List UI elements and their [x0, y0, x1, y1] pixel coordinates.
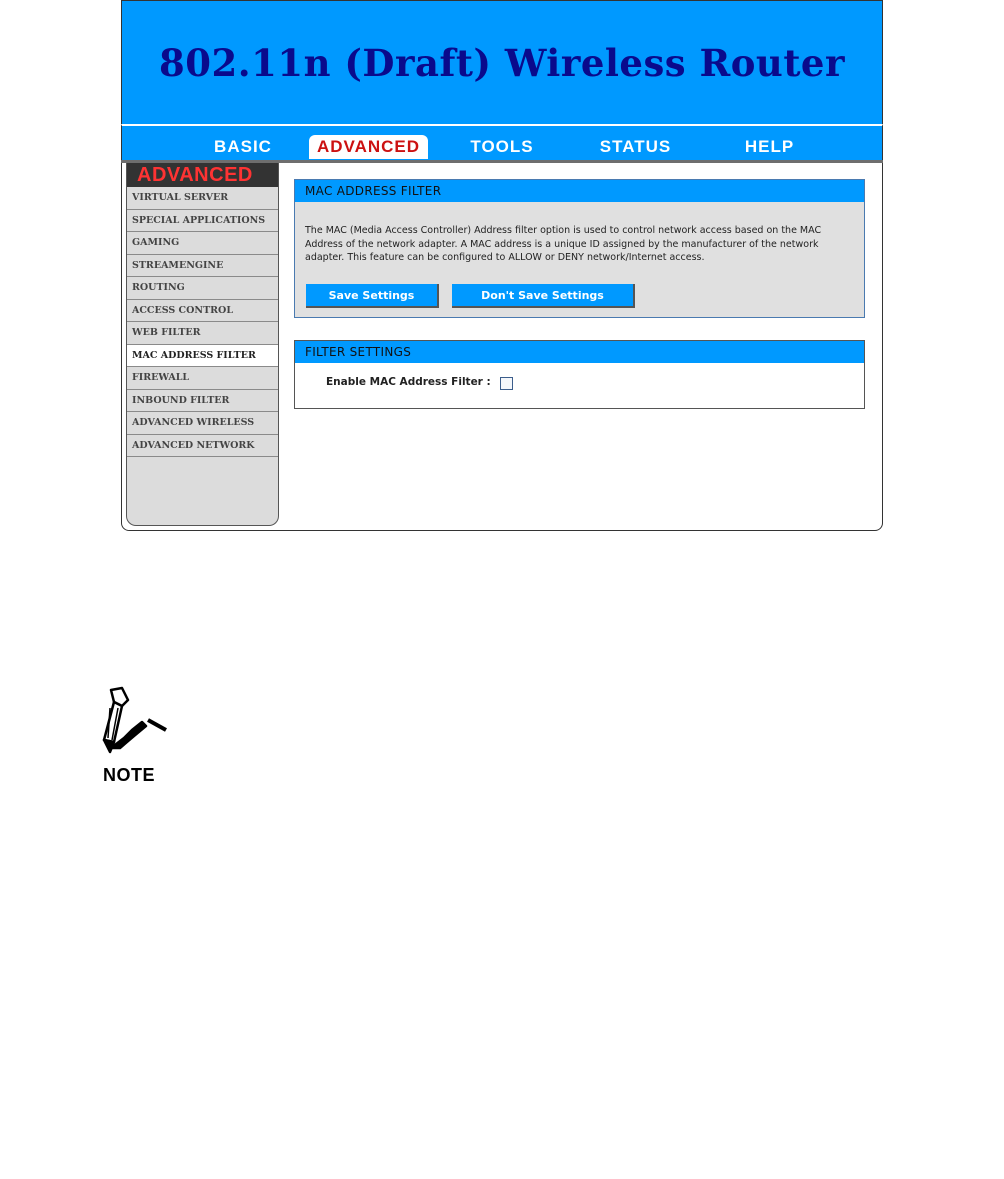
dont-save-settings-button[interactable]: Don't Save Settings — [452, 284, 635, 308]
sidebar-item-special-applications[interactable]: SPECIAL APPLICATIONS — [127, 210, 278, 233]
content-frame — [121, 163, 883, 531]
top-nav — [121, 124, 883, 162]
tab-status[interactable]: STATUS — [599, 137, 672, 156]
sidebar-title: ADVANCED — [127, 163, 278, 187]
router-admin-ui — [121, 0, 883, 531]
mac-filter-panel — [294, 179, 865, 318]
sidebar-item-virtual-server[interactable]: VIRTUAL SERVER — [127, 187, 278, 210]
tab-help[interactable]: HELP — [744, 137, 795, 156]
sidebar-item-gaming[interactable]: GAMING — [127, 232, 278, 255]
sidebar-item-inbound-filter[interactable]: INBOUND FILTER — [127, 390, 278, 413]
sidebar-item-web-filter[interactable]: WEB FILTER — [127, 322, 278, 345]
sidebar-item-firewall[interactable]: FIREWALL — [127, 367, 278, 390]
save-settings-button[interactable]: Save Settings — [306, 284, 439, 308]
sidebar — [126, 163, 279, 526]
header-banner — [121, 0, 883, 124]
note-label: NOTE — [103, 765, 156, 785]
filter-settings-panel — [294, 340, 865, 409]
sidebar-item-advanced-wireless[interactable]: ADVANCED WIRELESS — [127, 412, 278, 435]
tab-basic[interactable]: BASIC — [214, 137, 272, 156]
tab-advanced[interactable]: ADVANCED — [309, 135, 428, 159]
mac-filter-description: The MAC (Media Access Controller) Address filter option is used to control network access based on the MAC Address of the network adapter. A MAC address is a unique ID assigned by the manufacturer of the network adapter. This feature can be configured to ALLOW or DENY network/Internet access. — [305, 225, 822, 263]
enable-mac-filter-label: Enable MAC Address Filter : — [326, 376, 491, 388]
sidebar-item-routing[interactable]: ROUTING — [127, 277, 278, 300]
page-title: 802.11n (Draft) Wireless Router — [159, 41, 845, 85]
filter-settings-title: FILTER SETTINGS — [295, 341, 864, 363]
sidebar-item-mac-address-filter[interactable]: MAC ADDRESS FILTER — [127, 345, 278, 368]
sidebar-item-advanced-network[interactable]: ADVANCED NETWORK — [127, 435, 278, 458]
tab-tools[interactable]: TOOLS — [470, 137, 534, 156]
sidebar-item-streamengine[interactable]: STREAMENGINE — [127, 255, 278, 278]
sidebar-item-access-control[interactable]: ACCESS CONTROL — [127, 300, 278, 323]
mac-filter-title: MAC ADDRESS FILTER — [295, 180, 864, 202]
enable-mac-filter-checkbox[interactable] — [500, 377, 513, 390]
